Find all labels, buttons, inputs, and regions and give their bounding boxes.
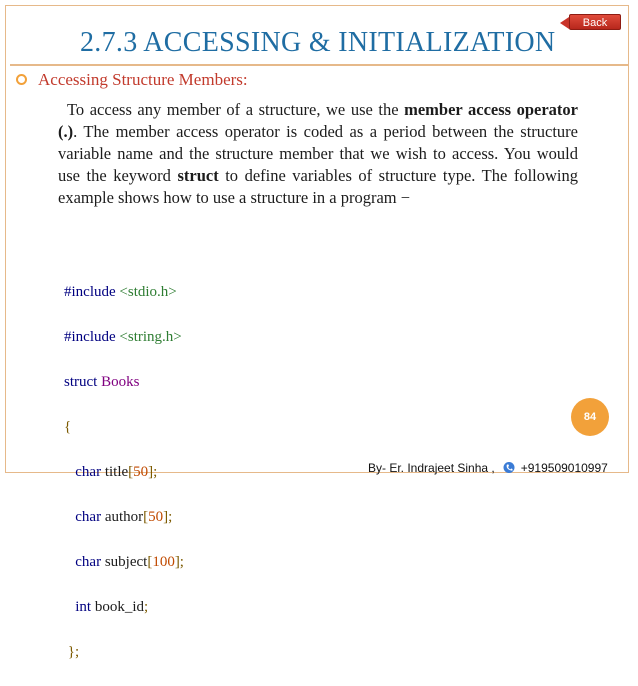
code-brace: { — [64, 418, 72, 435]
subheading: Accessing Structure Members: — [38, 70, 248, 89]
code-line-6 — [64, 506, 184, 529]
back-button[interactable]: Back — [569, 14, 621, 30]
code-header: <stdio.h> — [119, 283, 177, 300]
code-line-9 — [64, 641, 184, 664]
code-number: 50 — [148, 508, 164, 525]
code-bracket: ]; — [148, 463, 158, 480]
bullet-circle-icon — [16, 74, 27, 85]
code-member: title — [104, 463, 129, 480]
slide-title: 2.7.3 ACCESSING & INITIALIZATION — [80, 27, 556, 58]
code-keyword: char — [75, 553, 102, 570]
code-number: 50 — [133, 463, 149, 480]
page-number-badge: 84 — [571, 398, 609, 436]
code-number: 100 — [152, 553, 175, 570]
body-bold-2: struct — [177, 166, 219, 185]
code-bracket: ]; — [174, 553, 184, 570]
body-text-2: . The member access operator is coded as a period between the structure variable name and the structure member that we wish to access. You would use the keyword — [58, 122, 578, 185]
code-line-2 — [64, 326, 184, 349]
code-line-7 — [64, 551, 184, 574]
code-line-1 — [64, 281, 184, 304]
code-keyword: #include — [64, 328, 116, 345]
title-divider — [10, 64, 628, 66]
phone-icon — [503, 461, 515, 474]
code-member: author — [104, 508, 144, 525]
code-identifier: Books — [101, 373, 140, 390]
code-brace: }; — [67, 643, 80, 660]
code-bracket: [ — [128, 463, 134, 480]
code-keyword: int — [75, 598, 92, 615]
footer-author: By- Er. Indrajeet Sinha , — [368, 461, 495, 475]
footer-phone: +919509010997 — [520, 461, 608, 475]
body-paragraph — [58, 99, 578, 209]
code-keyword: char — [75, 508, 102, 525]
code-block — [64, 258, 184, 686]
code-line-8 — [64, 596, 184, 619]
code-keyword: struct — [64, 373, 98, 390]
body-text-1: To access any member of a structure, we use the — [67, 100, 405, 119]
code-semicolon: ; — [144, 598, 149, 615]
code-keyword: char — [75, 463, 102, 480]
code-line-5 — [64, 461, 184, 484]
code-line-4 — [64, 416, 184, 439]
footer-credit — [368, 460, 634, 477]
body-text-3: to define variables of structure type. The following example shows how to use a structure in a program − — [58, 166, 578, 207]
code-member: book_id — [94, 598, 145, 615]
code-line-3 — [64, 371, 184, 394]
code-keyword: #include — [64, 283, 116, 300]
code-header: <string.h> — [119, 328, 182, 345]
code-member: subject — [104, 553, 148, 570]
body-bold-1: member access operator (.) — [58, 100, 579, 141]
code-bracket: [ — [147, 553, 153, 570]
code-bracket: ]; — [163, 508, 173, 525]
code-bracket: [ — [143, 508, 149, 525]
